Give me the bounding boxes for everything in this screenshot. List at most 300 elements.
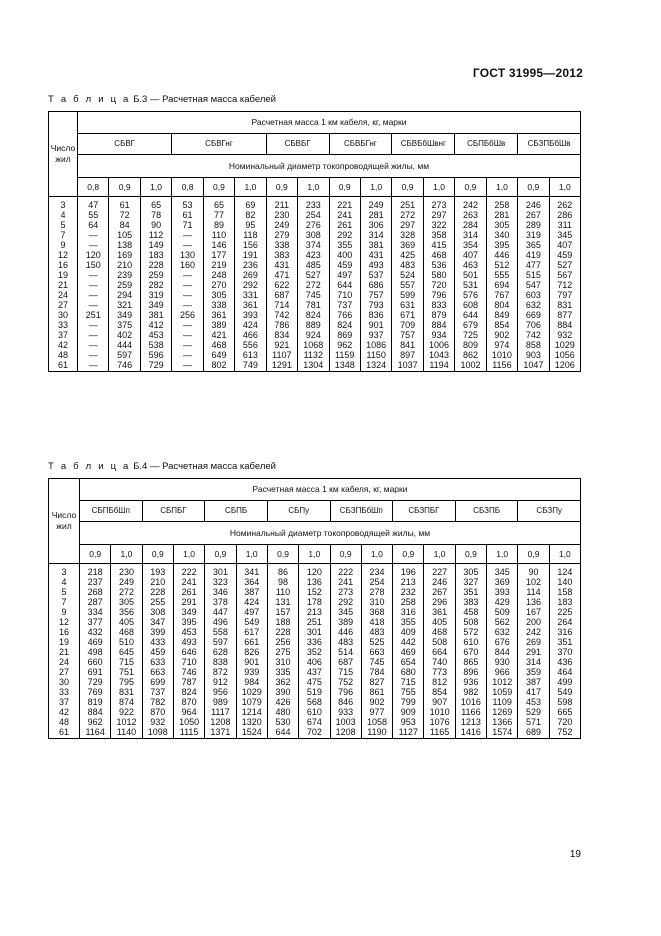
mass-cell: 305 — [455, 564, 486, 578]
mass-cell: 649 — [203, 350, 234, 360]
table-row — [49, 677, 581, 687]
mass-cell: 314 — [455, 230, 486, 240]
mass-cell: 270 — [203, 280, 234, 290]
table-row — [49, 597, 581, 607]
mass-cell: 196 — [393, 564, 424, 578]
mass-cell: 1304 — [298, 360, 329, 372]
mass-cell: 272 — [111, 587, 142, 597]
diameter-header: 1,0 — [549, 178, 580, 197]
mass-cell: 232 — [393, 587, 424, 597]
document-code: ГОСТ 31995—2012 — [472, 66, 583, 80]
mass-cell: 351 — [455, 587, 486, 597]
mass-cell: 752 — [549, 727, 580, 739]
mass-cell: 349 — [109, 310, 140, 320]
mass-cell: 483 — [330, 637, 361, 647]
mass-cell: 824 — [173, 687, 204, 697]
table-b4 — [48, 478, 581, 739]
mass-cell: 1214 — [236, 707, 267, 717]
mass-cell: 1107 — [266, 350, 297, 360]
mass-cell: 877 — [549, 310, 580, 320]
diameter-header: 1,0 — [140, 178, 171, 197]
mass-cell: 305 — [203, 290, 234, 300]
mass-cell: 962 — [329, 340, 360, 350]
mass-cell: 310 — [267, 657, 298, 667]
core-count-cell: 4 — [49, 577, 80, 587]
mass-cell: 977 — [361, 707, 392, 717]
mass-cell: 956 — [205, 687, 236, 697]
mass-cell: 53 — [172, 197, 203, 211]
mass-cell: 865 — [455, 657, 486, 667]
mass-cell: 827 — [361, 677, 392, 687]
mass-cell: 84 — [109, 220, 140, 230]
table-row — [49, 627, 581, 637]
mass-cell: 802 — [203, 360, 234, 372]
table-row — [49, 197, 581, 211]
core-count-cell: 7 — [49, 597, 80, 607]
mass-cell: 64 — [78, 220, 109, 230]
mass-cell: 314 — [518, 657, 549, 667]
mass-cell: 230 — [266, 210, 297, 220]
mass-cell: 826 — [236, 647, 267, 657]
mass-cell: 936 — [455, 677, 486, 687]
mass-cell: — — [78, 320, 109, 330]
diameter-header: 0,9 — [80, 545, 111, 564]
mass-cell: 90 — [140, 220, 171, 230]
mass-cell: 251 — [392, 197, 423, 211]
mass-cell: 276 — [298, 220, 329, 230]
mass-cell: 424 — [236, 597, 267, 607]
mass-cell: 742 — [266, 310, 297, 320]
mass-cell: 740 — [424, 657, 455, 667]
diameter-header: 0,9 — [142, 545, 173, 564]
mass-cell: 1037 — [392, 360, 423, 372]
mass-cell: 256 — [267, 637, 298, 647]
table-b4-caption — [48, 461, 276, 472]
core-count-cell: 19 — [49, 637, 80, 647]
mass-cell: 819 — [80, 697, 111, 707]
core-count-cell: 48 — [49, 717, 80, 727]
mass-cell: 273 — [330, 587, 361, 597]
mass-cell: 246 — [424, 577, 455, 587]
mass-cell: 632 — [487, 627, 518, 637]
mass-cell: — — [172, 240, 203, 250]
mass-cell: 556 — [235, 340, 266, 350]
mass-cell: 188 — [267, 617, 298, 627]
mass-cell: 395 — [486, 240, 517, 250]
core-count-cell: 19 — [49, 270, 78, 280]
mass-cell: 446 — [486, 250, 517, 260]
mass-cell: 381 — [360, 240, 391, 250]
diameter-header: 0,9 — [109, 178, 140, 197]
mass-cell: 729 — [140, 360, 171, 372]
mass-cell: 689 — [518, 727, 549, 739]
mass-cell: 1003 — [330, 717, 361, 727]
mass-cell: 1079 — [236, 697, 267, 707]
mass-cell: 769 — [80, 687, 111, 697]
mass-cell: 715 — [393, 677, 424, 687]
diameter-header: 0,9 — [393, 545, 424, 564]
mass-cell: 694 — [486, 280, 517, 290]
brand-header: СБВБГ — [266, 134, 329, 155]
mass-cell: 375 — [109, 320, 140, 330]
mass-cell: 286 — [549, 210, 580, 220]
brand-header: СБЗПБбШв — [518, 134, 581, 155]
mass-cell: 1115 — [173, 727, 204, 739]
core-count-cell: 48 — [49, 350, 78, 360]
mass-cell: 273 — [423, 197, 454, 211]
mass-cell: 327 — [455, 577, 486, 587]
mass-cell: — — [78, 240, 109, 250]
mass-cell: 225 — [549, 607, 580, 617]
diameter-header: 0,8 — [172, 178, 203, 197]
mass-cell: 964 — [173, 707, 204, 717]
mass-cell: 261 — [329, 220, 360, 230]
mass-cell: 884 — [80, 707, 111, 717]
mass-cell: 381 — [140, 310, 171, 320]
mass-cell: 809 — [455, 340, 486, 350]
core-count-cell: 61 — [49, 360, 78, 372]
mass-cell: 469 — [393, 647, 424, 657]
mass-cell: 246 — [518, 197, 549, 211]
mass-cell: 345 — [487, 564, 518, 578]
brand-header: СБЗПБбШп — [330, 501, 393, 522]
mass-cell: 61 — [109, 197, 140, 211]
mass-cell: 687 — [330, 657, 361, 667]
mass-cell: 356 — [111, 607, 142, 617]
table-row — [49, 607, 581, 617]
mass-cell: 291 — [173, 597, 204, 607]
mass-cell: 509 — [487, 607, 518, 617]
mass-cell: 525 — [361, 637, 392, 647]
mass-cell: 234 — [361, 564, 392, 578]
mass-cell: 599 — [392, 290, 423, 300]
mass-cell: 237 — [80, 577, 111, 587]
mass-cell: 932 — [549, 330, 580, 340]
mass-cell: 706 — [518, 320, 549, 330]
brand-header: СБВБГнг — [329, 134, 392, 155]
mass-cell: 483 — [392, 260, 423, 270]
mass-cell: 239 — [109, 270, 140, 280]
mass-cell: 519 — [299, 687, 330, 697]
mass-cell: 933 — [330, 707, 361, 717]
mass-cell: 664 — [424, 647, 455, 657]
mass-cell: 424 — [235, 320, 266, 330]
table-row — [49, 290, 581, 300]
mass-cell: 737 — [142, 687, 173, 697]
mass-cell: 715 — [330, 667, 361, 677]
mass-cell: 745 — [361, 657, 392, 667]
mass-cell: 1012 — [111, 717, 142, 727]
mass-cell: 308 — [298, 230, 329, 240]
mass-cell: 680 — [393, 667, 424, 677]
mass-cell: 297 — [423, 210, 454, 220]
mass-cell: 477 — [518, 260, 549, 270]
mass-cell: 146 — [203, 240, 234, 250]
mass-cell: — — [172, 290, 203, 300]
diameter-header: 1,0 — [111, 545, 142, 564]
mass-cell: 150 — [78, 260, 109, 270]
mass-cell: 296 — [424, 597, 455, 607]
brand-header: СБЗПБГ — [393, 501, 456, 522]
mass-cell: — — [172, 350, 203, 360]
mass-cell: 909 — [393, 707, 424, 717]
mass-cell: 156 — [235, 240, 266, 250]
mass-cell: 241 — [329, 210, 360, 220]
table-b3-mass-header: Расчетная масса 1 км кабеля, кг, марки — [78, 112, 581, 134]
mass-cell: 349 — [140, 300, 171, 310]
mass-cell: 884 — [549, 320, 580, 330]
mass-cell: 368 — [361, 607, 392, 617]
mass-cell: 358 — [423, 230, 454, 240]
mass-cell: 431 — [266, 260, 297, 270]
mass-cell: 267 — [424, 587, 455, 597]
table-row — [49, 280, 581, 290]
mass-cell: 617 — [236, 627, 267, 637]
mass-cell: 622 — [266, 280, 297, 290]
mass-cell: 858 — [518, 340, 549, 350]
mass-cell: 120 — [78, 250, 109, 260]
mass-cell: 1002 — [455, 360, 486, 372]
mass-cell: 714 — [266, 300, 297, 310]
mass-cell: 1166 — [455, 707, 486, 717]
mass-cell: 399 — [142, 627, 173, 637]
mass-cell: 515 — [518, 270, 549, 280]
mass-cell: 409 — [393, 627, 424, 637]
mass-cell: 712 — [549, 280, 580, 290]
mass-cell: 254 — [361, 577, 392, 587]
mass-cell: 480 — [267, 707, 298, 717]
mass-cell: 773 — [424, 667, 455, 677]
mass-cell: 338 — [266, 240, 297, 250]
mass-cell: 939 — [236, 667, 267, 677]
mass-cell: 90 — [518, 564, 549, 578]
mass-cell: 331 — [235, 290, 266, 300]
mass-cell: — — [172, 270, 203, 280]
mass-cell: 1269 — [487, 707, 518, 717]
mass-cell: 112 — [140, 230, 171, 240]
mass-cell: 419 — [518, 250, 549, 260]
table-row — [49, 270, 581, 280]
mass-cell: 323 — [205, 577, 236, 587]
mass-cell: 254 — [298, 210, 329, 220]
mass-cell: 338 — [203, 300, 234, 310]
table-row — [49, 657, 581, 667]
mass-cell: 1164 — [80, 727, 111, 739]
mass-cell: 341 — [236, 564, 267, 578]
mass-cell: 838 — [205, 657, 236, 667]
mass-cell: 393 — [487, 587, 518, 597]
mass-cell: 725 — [455, 330, 486, 340]
core-count-cell: 33 — [49, 687, 80, 697]
mass-cell: 846 — [330, 697, 361, 707]
mass-cell: 1416 — [455, 727, 486, 739]
table-row — [49, 240, 581, 250]
mass-cell: 369 — [487, 577, 518, 587]
mass-cell: 483 — [361, 627, 392, 637]
mass-cell: 930 — [487, 657, 518, 667]
core-count-cell: 24 — [49, 290, 78, 300]
core-count-cell: 21 — [49, 647, 80, 657]
mass-cell: 383 — [266, 250, 297, 260]
mass-cell: 433 — [142, 637, 173, 647]
core-count-cell: 16 — [49, 260, 78, 270]
mass-cell: 844 — [487, 647, 518, 657]
table-row — [49, 260, 581, 270]
mass-cell: 498 — [80, 647, 111, 657]
mass-cell: 157 — [267, 607, 298, 617]
diameter-header: 1,0 — [299, 545, 330, 564]
brand-header: СБВГнг — [172, 134, 266, 155]
caption-label: Т а б л и ц а — [48, 94, 131, 105]
mass-cell: 255 — [142, 597, 173, 607]
diameter-header: 0,9 — [518, 178, 549, 197]
core-count-cell: 12 — [49, 250, 78, 260]
mass-cell: 361 — [203, 310, 234, 320]
caption-title: Б.3 — Расчетная масса кабелей — [133, 94, 276, 105]
mass-cell: 628 — [205, 647, 236, 657]
mass-cell: 1165 — [424, 727, 455, 739]
mass-cell: 72 — [109, 210, 140, 220]
mass-cell: 284 — [455, 220, 486, 230]
mass-cell: 1056 — [549, 350, 580, 360]
mass-cell: 345 — [549, 230, 580, 240]
mass-cell: 781 — [298, 300, 329, 310]
mass-cell: 301 — [205, 564, 236, 578]
diameter-header: 0,9 — [330, 545, 361, 564]
mass-cell: 531 — [455, 280, 486, 290]
mass-cell: 89 — [203, 220, 234, 230]
mass-cell: 767 — [486, 290, 517, 300]
mass-cell: 633 — [142, 657, 173, 667]
mass-cell: 538 — [140, 340, 171, 350]
mass-cell: 55 — [78, 210, 109, 220]
mass-cell: 444 — [109, 340, 140, 350]
table-row — [49, 220, 581, 230]
caption-label: Т а б л и ц а — [48, 461, 131, 472]
mass-cell: 178 — [299, 597, 330, 607]
table-row — [49, 717, 581, 727]
mass-cell: 751 — [111, 667, 142, 677]
mass-cell: 786 — [266, 320, 297, 330]
mass-cell: 862 — [455, 350, 486, 360]
mass-cell: 459 — [329, 260, 360, 270]
diameter-header: 0,9 — [267, 545, 298, 564]
table-b4-diameter-header: Номинальный диаметр токопроводящей жилы, мм — [80, 522, 581, 545]
mass-cell: 580 — [423, 270, 454, 280]
mass-cell: 446 — [330, 627, 361, 637]
mass-cell: 699 — [142, 677, 173, 687]
mass-cell: — — [78, 340, 109, 350]
mass-cell: 1159 — [329, 350, 360, 360]
mass-cell: 907 — [424, 697, 455, 707]
mass-cell: 989 — [205, 697, 236, 707]
mass-cell: 183 — [140, 250, 171, 260]
mass-cell: 95 — [235, 220, 266, 230]
page-number: 19 — [569, 849, 581, 860]
mass-cell: 228 — [142, 587, 173, 597]
mass-cell: 316 — [393, 607, 424, 617]
mass-cell: 251 — [78, 310, 109, 320]
mass-cell: 412 — [140, 320, 171, 330]
mass-cell: 152 — [299, 587, 330, 597]
mass-cell: 256 — [172, 310, 203, 320]
mass-cell: 508 — [424, 637, 455, 647]
mass-cell: 598 — [549, 697, 580, 707]
mass-cell: 572 — [455, 627, 486, 637]
mass-cell: 418 — [361, 617, 392, 627]
mass-cell: 377 — [80, 617, 111, 627]
mass-cell: 757 — [392, 330, 423, 340]
mass-cell: 136 — [518, 597, 549, 607]
mass-cell: 953 — [393, 717, 424, 727]
mass-cell: 530 — [267, 717, 298, 727]
mass-cell: 193 — [142, 564, 173, 578]
mass-cell: 426 — [267, 697, 298, 707]
mass-cell: 567 — [549, 270, 580, 280]
mass-cell: 663 — [142, 667, 173, 677]
mass-cell: 1348 — [329, 360, 360, 372]
mass-cell: 870 — [173, 697, 204, 707]
mass-cell: 437 — [299, 667, 330, 677]
table-row — [49, 577, 581, 587]
mass-cell: 1574 — [487, 727, 518, 739]
mass-cell: 549 — [549, 687, 580, 697]
mass-cell: 924 — [298, 330, 329, 340]
mass-cell: 715 — [111, 657, 142, 667]
mass-cell: 328 — [392, 230, 423, 240]
mass-cell: — — [78, 300, 109, 310]
mass-cell: 82 — [235, 210, 266, 220]
diameter-header: 0,9 — [455, 178, 486, 197]
diameter-header: 1,0 — [298, 178, 329, 197]
mass-cell: 281 — [486, 210, 517, 220]
mass-cell: 355 — [393, 617, 424, 627]
mass-cell: 799 — [393, 697, 424, 707]
mass-cell: 922 — [111, 707, 142, 717]
table-row — [49, 330, 581, 340]
diameter-header: 1,0 — [173, 545, 204, 564]
mass-cell: 118 — [235, 230, 266, 240]
mass-cell: 210 — [109, 260, 140, 270]
mass-cell: 468 — [203, 340, 234, 350]
mass-cell: 497 — [236, 607, 267, 617]
mass-cell: 305 — [111, 597, 142, 607]
mass-cell: 669 — [518, 310, 549, 320]
mass-cell: 425 — [392, 250, 423, 260]
mass-cell: 459 — [549, 250, 580, 260]
mass-cell: 1010 — [424, 707, 455, 717]
mass-cell: 405 — [424, 617, 455, 627]
mass-cell: 1098 — [142, 727, 173, 739]
mass-cell: 475 — [299, 677, 330, 687]
mass-cell: 884 — [423, 320, 454, 330]
mass-cell: 536 — [423, 260, 454, 270]
mass-cell: 130 — [172, 250, 203, 260]
mass-cell: 259 — [140, 270, 171, 280]
mass-cell: — — [172, 340, 203, 350]
mass-cell: 65 — [203, 197, 234, 211]
mass-cell: 660 — [80, 657, 111, 667]
table-row — [49, 310, 581, 320]
mass-cell: 897 — [392, 350, 423, 360]
mass-cell: 407 — [549, 240, 580, 250]
mass-cell: 177 — [203, 250, 234, 260]
mass-cell: 966 — [487, 667, 518, 677]
mass-cell: 124 — [549, 564, 580, 578]
mass-cell: 468 — [424, 627, 455, 637]
mass-cell: 149 — [140, 240, 171, 250]
mass-cell: 834 — [266, 330, 297, 340]
